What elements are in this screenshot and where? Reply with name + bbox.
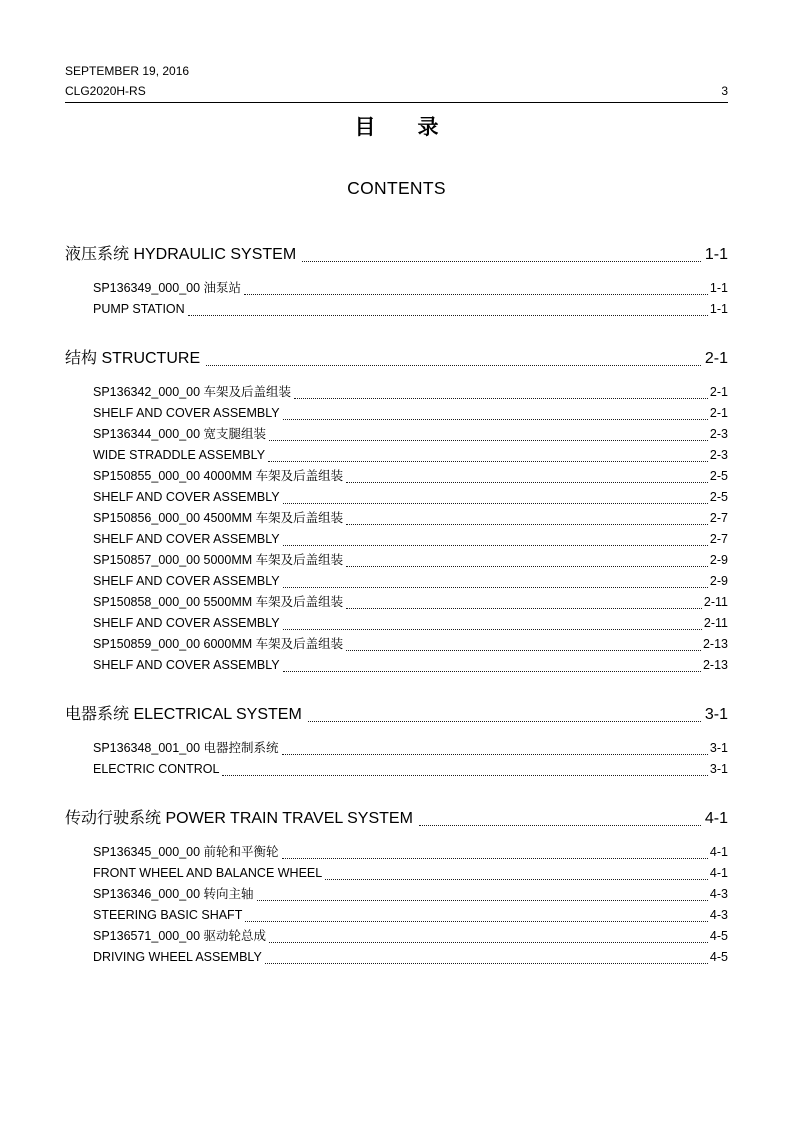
dot-leader — [283, 587, 708, 588]
toc-entry-label: FRONT WHEEL AND BALANCE WHEEL — [93, 866, 323, 880]
toc-section-page-number: 3-1 — [704, 706, 728, 723]
contents-title-chinese: 目 录 — [354, 116, 439, 139]
toc-entry-page-number: 1-1 — [709, 281, 728, 295]
toc-section-heading-row — [65, 349, 728, 369]
toc-entry-row — [65, 529, 728, 550]
dot-leader — [206, 365, 701, 366]
toc-section-title: 电器系统 ELECTRICAL SYSTEM — [65, 706, 302, 723]
header-model: CLG2020H-RS — [65, 84, 146, 98]
toc-entry-row — [65, 278, 728, 299]
toc-entry-row — [65, 424, 728, 445]
dot-leader — [419, 825, 701, 826]
toc-section — [65, 809, 728, 968]
toc-entry-row — [65, 863, 728, 884]
dot-leader — [188, 315, 708, 316]
toc-section-items — [65, 382, 728, 676]
toc-entry-row — [65, 842, 728, 863]
dot-leader — [325, 879, 708, 880]
header-row — [65, 84, 728, 99]
toc-entry-row — [65, 613, 728, 634]
toc-entry-page-number: 4-5 — [709, 950, 728, 964]
dot-leader — [245, 921, 708, 922]
toc-entry-label: SHELF AND COVER ASSEMBLY — [93, 532, 280, 546]
toc-entry-label: SHELF AND COVER ASSEMBLY — [93, 490, 280, 504]
toc-entry-row — [65, 634, 728, 655]
dot-leader — [265, 963, 708, 964]
toc-entry-label: SP150856_000_00 4500MM 车架及后盖组装 — [93, 511, 344, 525]
toc-entry-page-number: 3-1 — [709, 741, 728, 755]
toc-section-heading-row — [65, 705, 728, 725]
dot-leader — [283, 671, 701, 672]
toc-entry-label: SP136344_000_00 宽支腿组装 — [93, 427, 267, 441]
toc-entry-label: SHELF AND COVER ASSEMBLY — [93, 574, 280, 588]
dot-leader — [346, 608, 702, 609]
dot-leader — [268, 461, 708, 462]
toc-entry-label: ELECTRIC CONTROL — [93, 762, 220, 776]
toc-section-page-number: 4-1 — [704, 810, 728, 827]
toc-entry-page-number: 4-3 — [709, 908, 728, 922]
toc-entry-page-number: 4-1 — [709, 845, 728, 859]
toc-section — [65, 245, 728, 320]
dot-leader — [282, 754, 708, 755]
toc-entry-row — [65, 905, 728, 926]
dot-leader — [283, 629, 702, 630]
dot-leader — [346, 482, 708, 483]
dot-leader — [308, 721, 701, 722]
toc-entry-page-number: 4-1 — [709, 866, 728, 880]
dot-leader — [294, 398, 708, 399]
toc-entry-row — [65, 926, 728, 947]
toc-entry-row — [65, 571, 728, 592]
toc-entry-label: WIDE STRADDLE ASSEMBLY — [93, 448, 266, 462]
dot-leader — [269, 942, 708, 943]
toc-entry-label: SP150858_000_00 5500MM 车架及后盖组装 — [93, 595, 344, 609]
toc-entry-label: SP136349_000_00 油泵站 — [93, 281, 242, 295]
toc-entry-label: SP136571_000_00 驱动轮总成 — [93, 929, 267, 943]
toc-entry-label: SP150855_000_00 4000MM 车架及后盖组装 — [93, 469, 344, 483]
toc-entry-label: SP136346_000_00 转向主轴 — [93, 887, 254, 901]
toc — [65, 245, 728, 968]
toc-entry-row — [65, 592, 728, 613]
toc-entry-row — [65, 382, 728, 403]
toc-entry-page-number: 4-3 — [709, 887, 728, 901]
toc-entry-page-number: 2-11 — [703, 595, 728, 609]
dot-leader — [244, 294, 708, 295]
contents-title-english: CONTENTS — [347, 178, 446, 198]
toc-section-items — [65, 738, 728, 780]
toc-entry-row — [65, 403, 728, 424]
toc-entry-label: SP136348_001_00 电器控制系统 — [93, 741, 279, 755]
toc-entry-page-number: 2-3 — [709, 448, 728, 462]
toc-entry-page-number: 2-9 — [709, 574, 728, 588]
toc-entry-page-number: 2-13 — [702, 637, 728, 651]
toc-section-page-number: 2-1 — [704, 350, 728, 367]
toc-entry-row — [65, 299, 728, 320]
toc-entry-row — [65, 550, 728, 571]
toc-entry-page-number: 2-13 — [702, 658, 728, 672]
toc-section-title: 结构 STRUCTURE — [65, 350, 201, 367]
toc-entry-label: STEERING BASIC SHAFT — [93, 908, 243, 922]
toc-entry-label: SP136345_000_00 前轮和平衡轮 — [93, 845, 279, 859]
dot-leader — [302, 261, 701, 262]
toc-section — [65, 349, 728, 676]
toc-entry-page-number: 2-3 — [709, 427, 728, 441]
toc-entry-row — [65, 738, 728, 759]
toc-section-heading-row — [65, 809, 728, 829]
toc-entry-label: SHELF AND COVER ASSEMBLY — [93, 406, 280, 420]
toc-entry-page-number: 2-11 — [703, 616, 728, 630]
toc-entry-label: SHELF AND COVER ASSEMBLY — [93, 616, 280, 630]
toc-entry-page-number: 2-7 — [709, 511, 728, 525]
toc-entry-page-number: 2-1 — [709, 406, 728, 420]
header-date: SEPTEMBER 19, 2016 — [65, 64, 190, 78]
toc-section-heading-row — [65, 245, 728, 265]
toc-entry-row — [65, 759, 728, 780]
toc-section-title: 传动行驶系统 POWER TRAIN TRAVEL SYSTEM — [65, 810, 413, 827]
toc-entry-page-number: 1-1 — [709, 302, 728, 316]
toc-entry-page-number: 4-5 — [709, 929, 728, 943]
dot-leader — [283, 503, 708, 504]
dot-leader — [346, 524, 708, 525]
toc-entry-row — [65, 508, 728, 529]
dot-leader — [222, 775, 708, 776]
dot-leader — [269, 440, 708, 441]
dot-leader — [346, 650, 701, 651]
toc-entry-label: SP150859_000_00 6000MM 车架及后盖组装 — [93, 637, 344, 651]
toc-entry-label: DRIVING WHEEL ASSEMBLY — [93, 950, 262, 964]
header-rule — [65, 102, 728, 103]
toc-section-page-number: 1-1 — [704, 246, 728, 263]
toc-entry-label: SP150857_000_00 5000MM 车架及后盖组装 — [93, 553, 344, 567]
toc-entry-page-number: 2-7 — [709, 532, 728, 546]
toc-section-title: 液压系统 HYDRAULIC SYSTEM — [65, 246, 297, 263]
header-page-number: 3 — [721, 84, 728, 98]
dot-leader — [257, 900, 708, 901]
toc-section-items — [65, 842, 728, 968]
toc-entry-row — [65, 884, 728, 905]
toc-entry-row — [65, 655, 728, 676]
dot-leader — [282, 858, 708, 859]
toc-entry-page-number: 2-5 — [709, 469, 728, 483]
toc-entry-page-number: 2-9 — [709, 553, 728, 567]
toc-entry-page-number: 2-1 — [709, 385, 728, 399]
toc-entry-label: PUMP STATION — [93, 302, 185, 316]
toc-entry-label: SP136342_000_00 车架及后盖组装 — [93, 385, 292, 399]
toc-section-items — [65, 278, 728, 320]
toc-entry-page-number: 2-5 — [709, 490, 728, 504]
toc-entry-row — [65, 466, 728, 487]
toc-section — [65, 705, 728, 780]
dot-leader — [283, 545, 708, 546]
dot-leader — [283, 419, 708, 420]
toc-entry-row — [65, 445, 728, 466]
toc-entry-row — [65, 487, 728, 508]
toc-entry-page-number: 3-1 — [709, 762, 728, 776]
toc-entry-label: SHELF AND COVER ASSEMBLY — [93, 658, 280, 672]
dot-leader — [346, 566, 708, 567]
toc-entry-row — [65, 947, 728, 968]
